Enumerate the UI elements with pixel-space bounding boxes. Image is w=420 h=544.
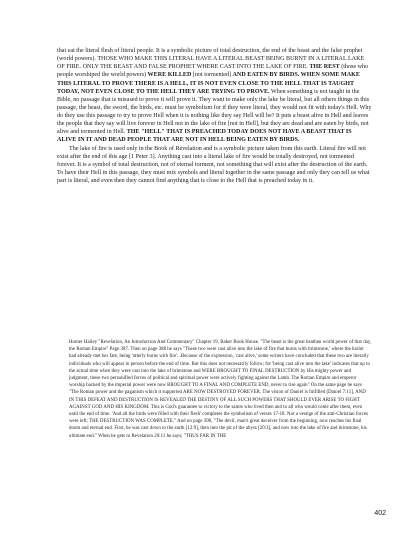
bold-span: WERE KILLED xyxy=(147,72,192,79)
paragraph-1 xyxy=(57,47,372,145)
bold-span: THE "HELL" THAT IS PREACHED TODAY DOES NOT HAVE A BEAST THAT IS ALIVE IN IT AND DEAD PEOPLE THAT ARE NOT IN HELL BEING EATEN BY BIRDS. xyxy=(57,129,352,144)
text-span: [not tormented] xyxy=(191,72,233,79)
block-quote: Homer Hailey "Revelation, An Introduction And Commentary" Chapter 19, Baker Book House. "The beast is the great heathen world power of that day, the Roman Empire" Page 387. Then on page 388 he says "These two were cast alive into the lake of fire that burns with brimstone,' where the harlot had already met her fate, being 'utterly burns with fire'...Because of the expression, 'cast alive,' some writers have concluded that these two are literally individuals who will appear in person before the end of time. But this does not necessarily follow; for 'being cast alive into the lake' indicates that up to the actual time when they were cast into the lake of brimstone and WERE BROUGHT TO FINAL DESTRUCTION by His mighty power and judgment, these two personified forces of political and spiritual power were actively fighting against the Lamb. The Roman Empire and emperor worship backed by the imperial power were now BROUGHT TO A FINAL AND COMPLETE END, never to rise again" On the same page he says "The Roman power and the paganism which it supported ARE NOW DESTROYED FOREVER. The vision of Daniel is fulfilled [Daniel 7:11], AND IN THIS DEFEAT AND DESTRUCTION IS REVEALED THE DESTINY OF ALL SUCH POWERS THAT SHOULD EVER ARISE TO FIGHT AGAINST GOD AND HIS KINGDOM. This is God's guarantee to victory to the saints who lived then and to all who would come after them, even until the end of time. 'And all the birds were filled with their flesh' completes the symbolism of verses 17-18. Not a vestige of the anti-Christian forces were left; THE DESTRUCTION WAS COMPLETE." And on page 398, "The devil, man's great deceiver from the beginning, now reaches his final doom and eternal end. First, he was cast down to the earth [12:9], then into the pit of the abyss [20:3], and now into the lake of fire and brimstone, his ultimate end." When he gets to Revelation 20:11 he says; "THUS FAR IN THE xyxy=(69,340,372,439)
page-number: 402 xyxy=(374,510,386,517)
main-text xyxy=(57,47,372,185)
text-span: When something is not taught in the Bible, no passage that is misused to prove it will prove it. They want to make only the lake be literal, but all others things in this passage, the beast, the sword, the birds, etc. must be symbolism for if they were literal, they would not fit with today's Hell. Why do they use this passage to try to prove Hell when it is nothing like they say Hell will be? It puts a beast alive in Hell and leaves the people that they say will live forever in Hell not in the lake of fire [not in Hell], but they are dead and are eaten by birds, not alive and tormented in Hell. xyxy=(57,88,372,136)
paragraph-2: The lake of fire is used only in the Book of Revelation and is a symbolic picture taken from this earth. Literal fire will not exist after the end of this age [1 Peter 3]. Anything cast into a literal lake of fire would be totally destroyed, not tormented forever. It is a symbol of total destruction, not of eternal torment, not something that will exist after the destruction of the earth. To have their Hell in this passage, they must mix symbols and literal together in the same passage and only they can tell us what part is literal, and even then they cannot find anything that is close to the Hell that is preached today in it. xyxy=(57,145,370,184)
text-span: that eat the literal flesh of literal people. It is a symbolic picture of total destruction, the end of the beast and the false prophet (world powers). THOSE WHO MAKE THIS LITERAL HAVE A LITERAL BEAST BEING BURNT IN A LITERAL LAKE OF FIRE. ONLY THE BEAST AND FALSE PROPHET WHERE CAST INTO THE LAKE OF FIRE. xyxy=(57,48,365,71)
text-span: (those who people worshiped the world powers) xyxy=(57,64,369,79)
bold-span: THE REST xyxy=(309,64,340,71)
bold-span: AND EATEN BY BIRDS. WHEN SOME MAKE THIS LITERAL TO PROVE THERE IS A HELL, IT IS NOT EVEN CLOSE TO THE HELL THAT IS TAUGHT TODAY, NOT EVEN CLOSE TO THE HELL THEY ARE TRYING TO PROVE. xyxy=(57,72,360,95)
